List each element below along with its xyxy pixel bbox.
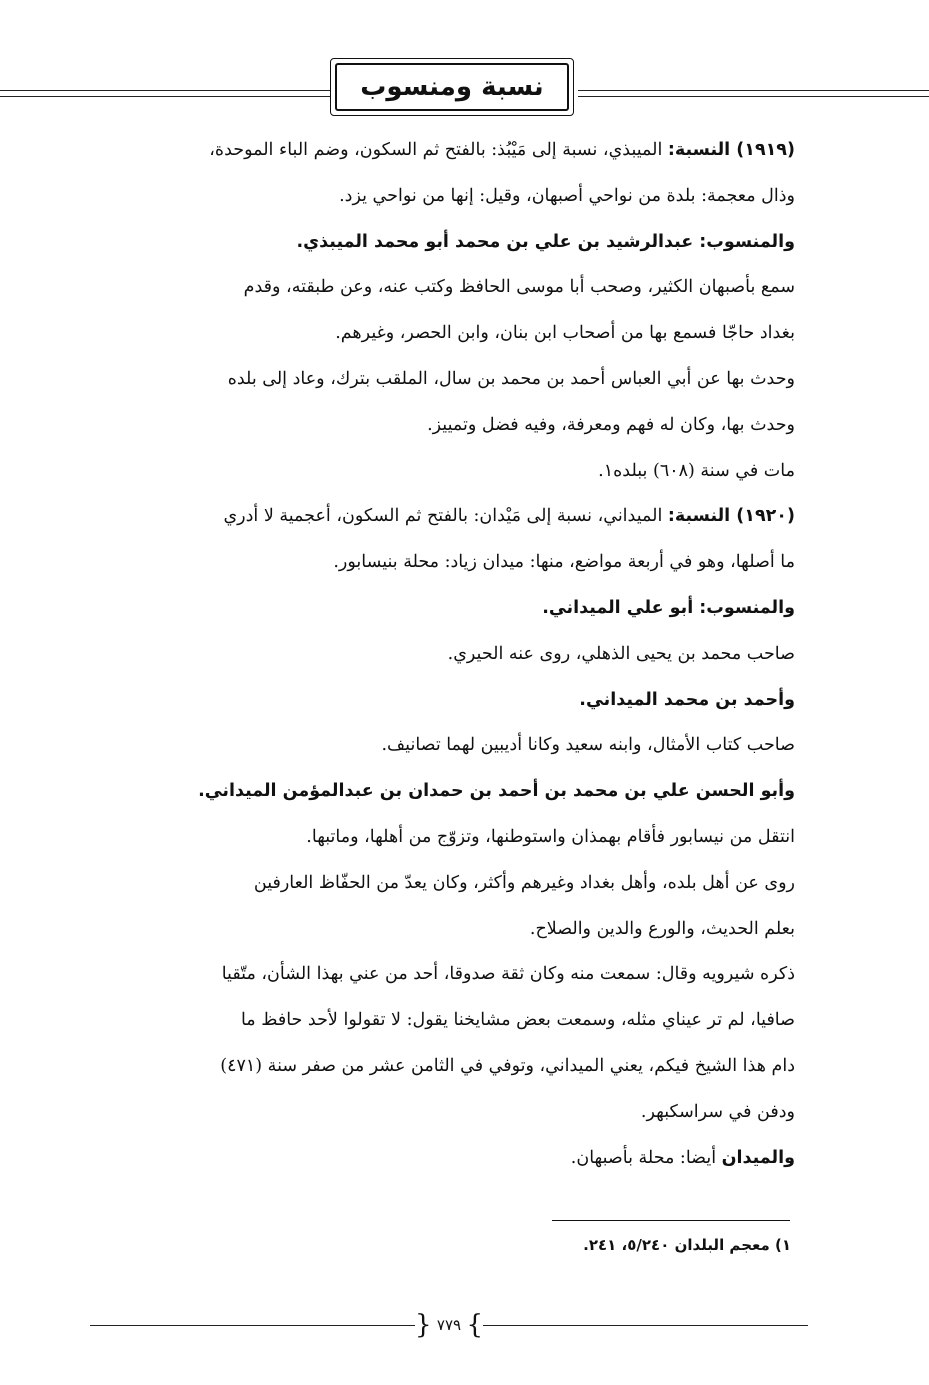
brace-right: } — [466, 1310, 483, 1340]
text-line: ذكره شيرويه وقال: سمعت منه وكان ثقة صدوقا، أحد من عني بهذا الشأن، متّقيا — [221, 964, 795, 985]
footnote: ١) معجم البلدان ٥/٢٤٠، ٢٤١. — [583, 1236, 791, 1254]
brace-left: { — [415, 1310, 432, 1340]
text-line: والمنسوب: أبو علي الميداني. — [542, 597, 795, 618]
text-line: سمع بأصبهان الكثير، وصحب أبا موسى الحافظ وكتب عنه، وعن طبقته، وقدم — [243, 277, 795, 298]
text-line: والمنسوب: عبدالرشيد بن علي بن محمد أبو محمد الميبذي. — [296, 231, 795, 252]
page-rule-right — [483, 1325, 808, 1326]
text-line: ودفن في سراسكبهر. — [640, 1101, 795, 1122]
text-line: صافيا، لم تر عيناي مثله، وسمعت بعض مشايخنا يقول: لا تقولوا لأحد حافظ ما — [240, 1010, 795, 1031]
text-line: دام هذا الشيخ فيكم، يعني الميداني، وتوفي في الثامن عشر من صفر سنة (٤٧١) — [220, 1055, 795, 1076]
text-line: روى عن أهل بلده، وأهل بغداد وغيرهم وأكثر، وكان يعدّ من الحفّاظ العارفين — [253, 872, 795, 893]
footnote-divider — [552, 1220, 790, 1221]
text-line: وأحمد بن محمد الميداني. — [579, 689, 795, 710]
text-line: بغداد حاجّا فسمع بها من أصحاب ابن بنان، وابن الحصر، وغيرهم. — [335, 323, 795, 344]
text-line: انتقل من نيسابور فأقام بهمذان واستوطنها، وتزوّج من أهلها، وماتبها. — [306, 826, 795, 847]
header-rule — [578, 90, 929, 91]
text-line: مات في سنة (٦٠٨) ببلده١. — [598, 460, 795, 481]
header-rule — [0, 90, 330, 91]
header-rule — [578, 96, 929, 97]
text-line: وحدث بها عن أبي العباس أحمد بن محمد بن سال، الملقب بترك، وعاد إلى بلده — [227, 368, 795, 389]
header-rule — [0, 96, 330, 97]
page-number: ٧٧٩ — [436, 1316, 462, 1334]
text-line: بعلم الحديث، والورع والدين والصلاح. — [529, 918, 795, 939]
page-header-title: نسبة ومنسوب — [360, 72, 544, 102]
page-content — [110, 128, 795, 1181]
text-line: ما أصلها، وهو في أربعة مواضع، منها: ميدان زياد: محلة بنيسابور. — [333, 552, 795, 573]
text-line: (١٩٢٠) النسبة: الميداني، نسبة إلى مَيْدان: بالفتح ثم السكون، أعجمية لا أدري — [223, 506, 795, 527]
text-line: وذال معجمة: بلدة من نواحي أصبهان، وقيل: إنها من نواحي يزد. — [339, 185, 795, 206]
text-line: صاحب كتاب الأمثال، وابنه سعيد وكانا أديبين لهما تصانيف. — [381, 735, 795, 756]
text-line: وحدث بها، وكان له فهم ومعرفة، وفيه فضل وتمييز. — [427, 414, 795, 435]
text-line: صاحب محمد بن يحيى الذهلي، روى عنه الحيري. — [447, 643, 795, 664]
text-line: والميدان أيضا: محلة بأصبهان. — [570, 1147, 795, 1168]
text-line: وأبو الحسن علي بن محمد بن أحمد بن حمدان بن عبدالمؤمن الميداني. — [198, 781, 795, 802]
page-rule-left — [90, 1325, 415, 1326]
text-line: (١٩١٩) النسبة: الميبذي، نسبة إلى مَيْبُذ: بالفتح ثم السكون، وضم الباء الموحدة، — [209, 140, 795, 160]
page-number-box — [415, 1310, 483, 1340]
header-box — [330, 58, 574, 116]
